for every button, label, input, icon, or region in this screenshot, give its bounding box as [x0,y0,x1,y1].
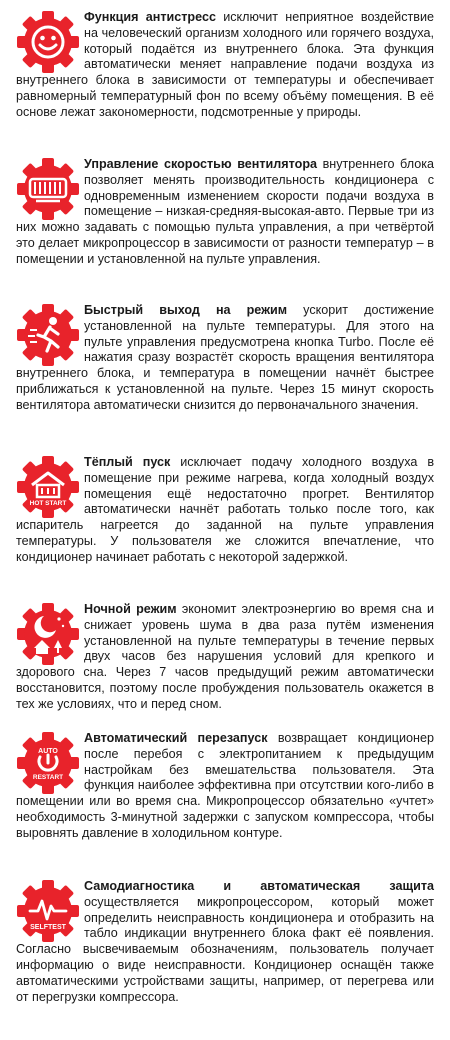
feature-title: Самодиагностика и автоматическая защита [84,879,434,893]
icon-caption: HOT START [29,500,67,507]
feature-turbo [16,303,434,414]
feature-body: возвращает кондиционер после перебоя с электропитанием к предыдущим настройкам без вмешательства пользователя. Эта функция наиболее эффективна при отсутствии кого-либо в помещении или во время сна. Микропроцессор обязательно «учтет» необходимость 3-минутной задержки с запуском компрессора, чтобы выровнять давление в холодильном контуре. [16,731,435,840]
feature-self-test [16,879,434,1005]
feature-title: Автоматический перезапуск [84,731,268,745]
icon-caption: SELFTEST [30,924,66,931]
icon-caption-bottom: RESTART [32,774,64,781]
smiley-icon [16,10,80,74]
self-test-icon [16,879,80,943]
icon-caption-top: AUTO [38,748,58,755]
feature-fan-speed [16,157,434,268]
feature-auto-restart [16,731,434,842]
feature-body: экономит электроэнергию во время сна и снижает уровень шума в два раза путём изменения установленной на пульте температуры в течение первых двух часов без нарушения условий для крепкого и здорового сна. Через 7 часов предыдущий режим автоматически восстановится, поэтому после пробуждения пользователь окажется в тех же условиях, что и перед сном. [16,602,434,711]
feature-body: осуществляется микропроцессором, который может определить неисправность кондиционера и отобразить на табло индикации внутреннего блока факт её появления. Согласно высвечиваемым обозначениям, пользователь получает информацию о виде неисправности. Кондиционер оснащён также автоматическими устройствами защиты, например, от перегрева или от перегрузки компрессора. [16,894,434,1004]
feature-title: Быстрый выход на режим [84,303,288,317]
fan-speed-icon [16,157,80,221]
feature-body: внутреннего блока позволяет менять производительность кондиционера с одновременным изменением скорости подачи воздуха в помещение – низкая-средняя-высокая-авто. Первые три из них можно задавать с помощью пульта управления, а при четвёртой это делает микропроцессор в зависимости от разности температур – в помещении и установленной на пульте управления. [16,157,434,266]
feature-body: исключает подачу холодного воздуха в помещение при режиме нагрева, когда холодный воздух помещения ещё недостаточно прогрет. Вентилятор автоматически начнёт работать только после того, как испаритель нагреется до заданной на пульте управления температуры. У пользователя же сложится впечатление, что кондиционер начинает работать с некоторой задержкой. [16,455,435,564]
hot-start-icon [16,455,80,519]
feature-antistress [16,10,434,121]
feature-hot-start [16,455,434,566]
feature-body: исключит неприятное воздействие на человеческий организм холодного или горячего воздуха, который подаётся из внутреннего блока. Эта функция автоматически меняет направление подачи воздуха из внутреннего блока в зависимости от температуры и обеспечивает равномерный температурный фон по всему объёму помещения. В её основе лежат закономерности, подсмотренные у природы. [16,10,434,119]
feature-title: Тёплый пуск [84,455,171,469]
running-man-icon [16,303,80,367]
auto-restart-icon [16,731,80,795]
night-mode-icon [16,602,80,666]
feature-night-mode [16,602,434,713]
feature-body: ускорит достижение установленной на пульте температуры. Для этого на пульте управления предусмотрена кнопка Turbo. После её нажатия сразу возрастёт скорость вращения вентилятора внутреннего блока, и температура в помещении начнёт быстрее приближаться к установленной на пульте. Через 15 минут скорость вентилятора автоматически снизится до первоначального значения. [16,303,434,412]
feature-title: Управление скоростью вентилятора [84,157,318,171]
feature-title: Ночной режим [84,602,177,616]
feature-title: Функция антистресс [84,10,216,24]
